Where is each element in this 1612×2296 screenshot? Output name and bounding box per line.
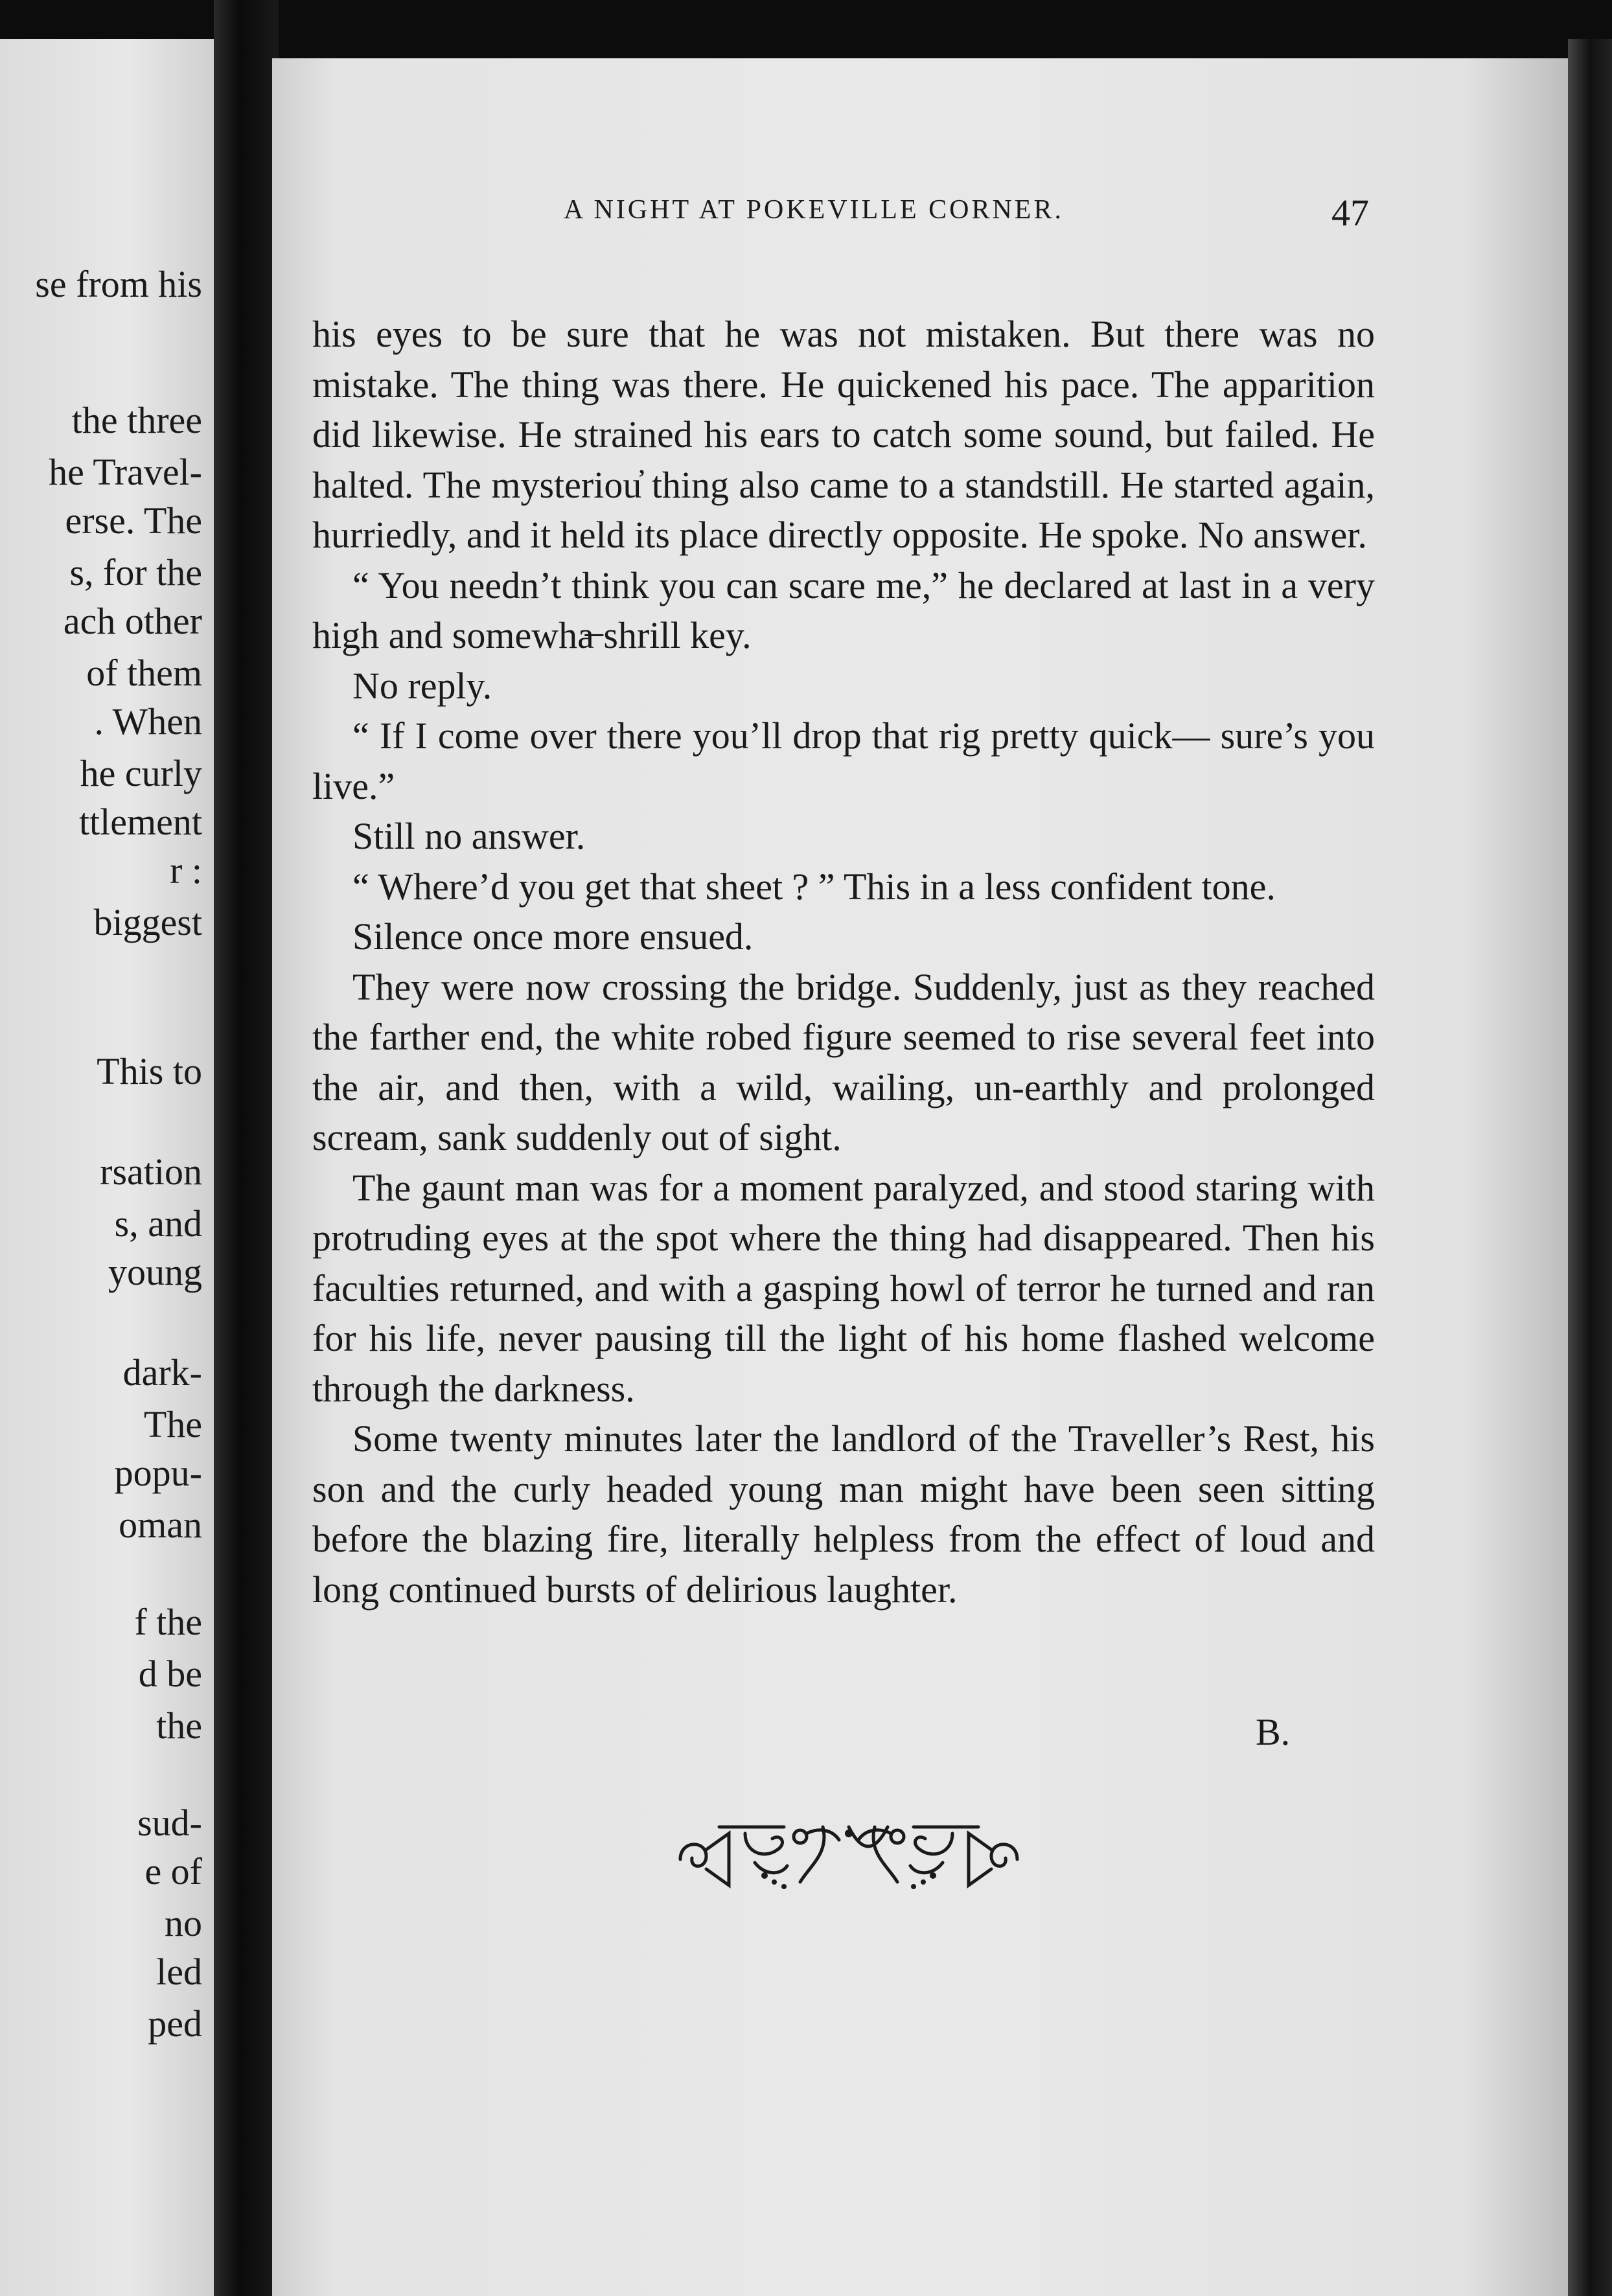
- running-title: A NIGHT AT POKEVILLE CORNER.: [564, 195, 1064, 225]
- facing-page-line: biggest: [93, 901, 202, 943]
- facing-page-line: young: [108, 1251, 202, 1293]
- facing-page-line: . When: [94, 700, 202, 742]
- facing-page-line: f the: [134, 1601, 202, 1643]
- ornament-tailpiece-icon: [667, 1814, 1030, 1911]
- page-number: 47: [1331, 192, 1369, 234]
- facing-page-line: s, for the: [69, 551, 202, 593]
- facing-page-line: he curly: [80, 752, 202, 794]
- book-gutter: [214, 0, 279, 2296]
- facing-page-line: oman: [119, 1504, 202, 1546]
- paragraph: Some twenty minutes later the landlord of the Traveller’s Rest, his son and the curly headed young man might have been seen sitting before the blazing fire, literally helpless from the effect of loud and long continued bursts of delirious laughter.: [312, 1418, 1375, 1611]
- author-signature: B.: [1256, 1711, 1291, 1753]
- facing-page-line: rsation: [100, 1151, 202, 1193]
- body-text: [312, 309, 1375, 1614]
- paragraph: Still no answer.: [352, 815, 586, 857]
- facing-page-line: no: [165, 1902, 202, 1944]
- paragraph: They were now crossing the bridge. Suddenly, just as they reached the farther end, the white robed figure seemed to rise several feet into the air, and then, with a wild, wailing, un-earthly and prolonged scream, sank suddenly out of sight.: [312, 965, 1375, 1158]
- facing-page-line: ttlement: [78, 801, 202, 843]
- paragraph: “ You needn’t think you can scare me,” he declared at last in a very high and somewha̶ shrill key.: [312, 564, 1375, 656]
- facing-page-line: d be: [138, 1653, 202, 1695]
- facing-page-line: dark-: [122, 1351, 202, 1394]
- facing-page-line: This to: [97, 1050, 202, 1092]
- paragraph: his eyes to be sure that he was not mistaken. But there was no mistake. The thing was there. He quickened his pace. The apparition did likewise. He strained his ears to catch some sound, but failed. He halted. The mysteriou҆ thing also came to a standstill. He started again, hurriedly, and it held its place directly opposite. He spoke. No answer.: [312, 313, 1375, 556]
- paragraph: Silence once more ensued.: [352, 915, 754, 958]
- facing-page-line: s, and: [114, 1202, 202, 1245]
- paragraph: “ Where’d you get that sheet ? ” This in a less confident tone.: [352, 865, 1276, 908]
- facing-page-line: e of: [144, 1850, 202, 1892]
- facing-page-line: ped: [148, 2003, 202, 2045]
- paragraph: The gaunt man was for a moment paralyzed, and stood staring with protruding eyes at the spot where the thing had disappeared. Then his faculties returned, and with a gasping howl of terror he turned and ran for his life, never pausing till the light of his home flashed welcome through the darkness.: [312, 1166, 1375, 1410]
- facing-page-line: the three: [71, 399, 202, 441]
- facing-page-line: r :: [170, 849, 202, 891]
- paragraph: “ If I come over there you’ll drop that rig pretty quick— sure’s you live.”: [312, 715, 1375, 807]
- facing-page-line: he Travel-: [49, 451, 202, 493]
- facing-page-line: sud-: [137, 1802, 202, 1844]
- paragraph: No reply.: [352, 664, 492, 707]
- facing-page-line: ach other: [63, 600, 202, 642]
- facing-page-line: erse. The: [65, 499, 202, 542]
- facing-page-left: [0, 39, 214, 2296]
- facing-page-line: led: [156, 1951, 202, 1993]
- facing-page-line: popu-: [114, 1452, 202, 1494]
- facing-page-line: of them: [86, 652, 202, 694]
- facing-page-line: the: [156, 1705, 202, 1747]
- facing-page-line: se from his: [35, 263, 202, 305]
- page-edge: [1568, 39, 1612, 2296]
- facing-page-line: The: [143, 1403, 202, 1445]
